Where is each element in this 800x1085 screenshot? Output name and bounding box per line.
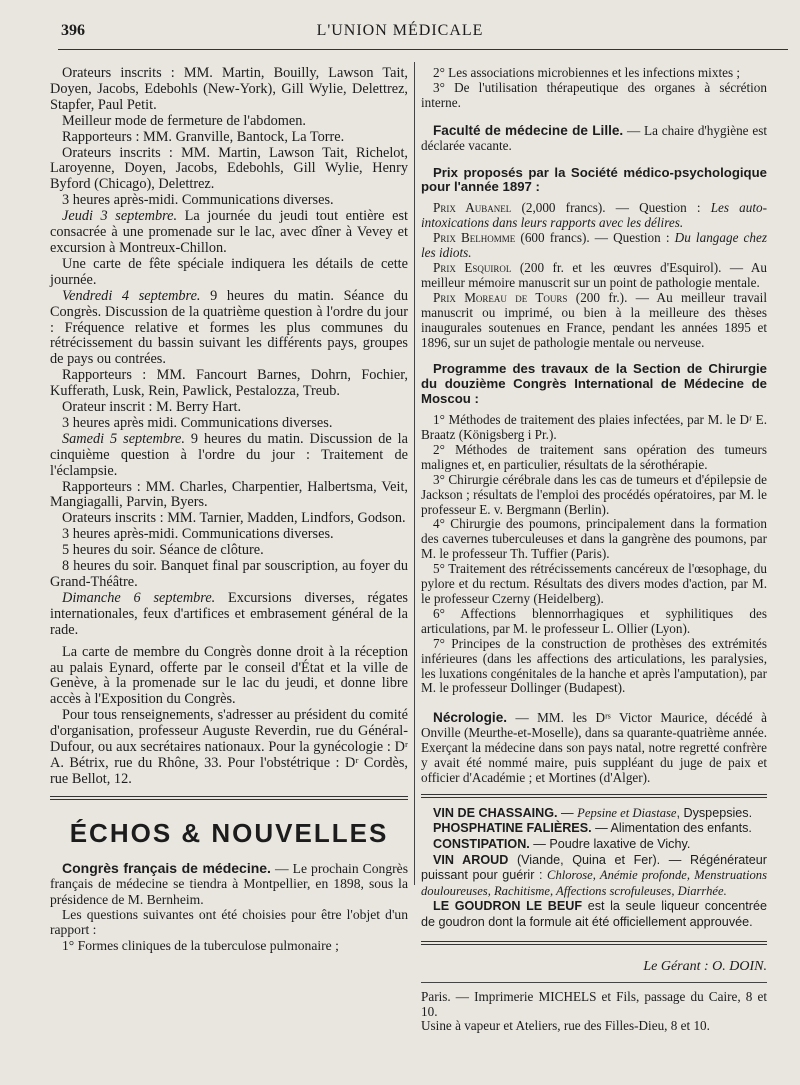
paragraph: Rapporteurs : MM. Charles, Charpentier, Halbertsma, Veit, Mangiagalli, Parvin, Byers. [50, 478, 408, 511]
paragraph: Vendredi 4 septembre. 9 heures du matin. Séance du Congrès. Discussion de la quatrième question à l'ordre du jour : Fréquence relative et formes les plus communes du rétrécissement du bassin suivant les différents pays, groupes de pays ou contrées. [50, 287, 408, 368]
list-item: 5° Traitement des rétrécissements cancéreux de l'œsophage, du pylore et du rectum. Résultats des divers modes d'action, par M. le professeur Czerny (Heidelberg). [421, 561, 767, 606]
paragraph: Jeudi 3 septembre. La journée du jeudi tout entière est consacrée à une promenade sur le lac, avec dîner à Vevey et excursion à Montreux-Chillon. [50, 208, 408, 256]
news-heading: Faculté de médecine de Lille. [433, 122, 624, 138]
ad-line: VIN AROUD (Viande, Quina et Fer). — Régénérateur puissant pour guérir : Chlorose, Anémie profonde, Menstruations douloureuses, Rachitisme, Affections scrofuleuses, Diarrhée. [421, 852, 767, 898]
section-rule [421, 794, 767, 798]
ad-line: PHOSPHATINE FALIÈRES. — Alimentation des enfants. [433, 821, 752, 836]
date-label: Samedi 5 septembre. [62, 430, 185, 447]
news-heading: Programme des travaux de la Section de Chirurgie du douzième Congrès International de Médecine de Moscou : [421, 361, 767, 407]
paragraph: Une carte de fête spéciale indiquera les détails de cette journée. [50, 255, 408, 288]
news-item: Nécrologie. — MM. les Dʳˢ Victor Maurice, décédé à Onville (Meurthe-et-Moselle), dans sa quarante-quatrième année. Exerçant la médecine dans son pays natal, notre regretté confrère y avait été nommé maire, puis suppléant du juge de paix et officier d'Académie ; et Mortines (d'Alger). [421, 710, 767, 785]
right-column [421, 66, 767, 1034]
paragraph: 8 heures du soir. Banquet final par souscription, au foyer du Grand-Théâtre. [50, 558, 408, 590]
gerant-signature: Le Gérant : O. DOIN. [643, 958, 767, 974]
prize-item: Prix Belhomme (600 francs). — Question : Du langage chez les idiots. [421, 230, 767, 261]
section-rule [421, 941, 767, 945]
paragraph: 3 heures après-midi. Communications diverses. [62, 192, 334, 209]
news-heading: Nécrologie. [433, 710, 508, 726]
date-label: Jeudi 3 septembre. [62, 208, 178, 225]
paragraph: La carte de membre du Congrès donne droit à la réception au palais Eynard, offerte par le conseil d'État et la ville de Genève, à la promenade sur le lac du jeudi, et donne libre accès à l'Exposition du Congrès. [50, 643, 408, 708]
list-item: 4° Chirurgie des poumons, principalement dans la formation des cavernes tuberculeuses et dans la gangrène des poumons, par M. le professeur Th. Tuffier (Paris). [421, 516, 767, 562]
running-head: L'UNION MÉDICALE [316, 22, 484, 39]
prize-item: Prix Moreau de Tours (200 fr.). — Au meilleur travail manuscrit ou imprimé, ou bien à la meilleure des thèses inaugurales soutenues en France, pendant les années 1895 et 1896, sur un sujet de pathologie mentale ou nerveuse. [421, 289, 767, 350]
paragraph: 3 heures après midi. Communications diverses. [62, 414, 333, 431]
paragraph: Meilleur mode de fermeture de l'abdomen. [62, 112, 306, 129]
header-rule [58, 49, 788, 50]
news-heading: Congrès français de médecine. [62, 859, 271, 876]
news-item: Congrès français de médecine. — Le prochain Congrès français de médecine se tiendra à Montpellier, en 1898, sous la présidence de M. Bernheim. [50, 859, 408, 907]
list-item: 2° Les associations microbiennes et les infections mixtes ; [433, 65, 741, 80]
paragraph: Orateurs inscrits : MM. Martin, Lawson Tait, Richelot, Laroyenne, Doyen, Jacobs, Edebohls, Gill Wylie, Henry Byford (Chicago), Delettrez. [50, 144, 408, 193]
list-item: 7° Principes de la construction de prothèses des extrémités inférieures (dans les affections des articulations, les paralysies, les luxations congénitales de la hanche et après l'amputation), par M. le professeur Dollinger (Budapest). [421, 635, 767, 696]
paragraph: Pour tous renseignements, s'adresser au président du comité d'organisation, professeur Auguste Reverdin, rue du Général-Dufour, ou aux secrétaires nationaux. Pour la gynécologie : Dʳ A. Bétrix, rue du Rhône, 33. Pour l'obstétrique : Dʳ Cordès, rue Bellot, 12. [50, 707, 408, 787]
news-heading: Prix proposés par la Société médico-psychologique pour l'année 1897 : [421, 164, 767, 195]
date-label: Dimanche 6 septembre. [62, 589, 216, 606]
paragraph: Orateurs inscrits : MM. Martin, Bouilly, Lawson Tait, Doyen, Jacobs, Edebohls (New-York), Gill Wylie, Delettrez, Stapfer, Paul Petit. [50, 65, 408, 113]
advertisements [421, 806, 767, 931]
section-title: ÉCHOS & NOUVELLES [69, 817, 389, 848]
paragraph: Les questions suivantes ont été choisies pour être l'objet d'un rapport : [50, 907, 408, 938]
paragraph: Rapporteurs : MM. Granville, Bantock, La Torre. [62, 128, 345, 145]
ad-line: LE GOUDRON LE BEUF est la seule liqueur concentrée de goudron dont la formule ait été officiellement approuvée. [421, 899, 767, 930]
section-rule [50, 796, 408, 800]
list-item: 3° De l'utilisation thérapeutique des organes à sécrétion interne. [421, 79, 767, 110]
printer-line: Usine à vapeur et Ateliers, rue des Filles-Dieu, 8 et 10. [421, 1018, 710, 1034]
prize-item: Prix Esquirol (200 fr. et les œuvres d'Esquirol). — Au meilleur mémoire manuscrit sur un point de pathologie mentale. [421, 259, 767, 290]
paragraph: Orateurs inscrits : MM. Tarnier, Madden, Lindfors, Godson. [62, 510, 406, 527]
paragraph: Samedi 5 septembre. 9 heures du matin. Discussion de la cinquième question à l'ordre du jour : Traitement de l'éclampsie. [50, 430, 409, 479]
page-number: 396 [61, 22, 85, 39]
left-column [50, 66, 408, 953]
list-item: 1° Méthodes de traitement des plaies infectées, par M. le Dʳ E. Braatz (Königsberg i Pr.). [421, 412, 767, 443]
list-item: 2° Méthodes de traitement sans opération des tumeurs malignes et, en particulier, résultats de la sérothérapie. [421, 441, 767, 472]
paragraph: Rapporteurs : MM. Fancourt Barnes, Dohrn, Fochier, Kufferath, Lusk, Rein, Pawlick, Pestalozza, Treub. [50, 367, 408, 400]
column-divider [414, 62, 415, 885]
ad-line: VIN DE CHASSAING. — Pepsine et Diastase, Dyspepsies. [433, 805, 753, 820]
date-label: Vendredi 4 septembre. [62, 287, 201, 304]
paragraph: 3 heures après-midi. Communications diverses. [62, 526, 334, 543]
printer-line: Paris. — Imprimerie MICHELS et Fils, passage du Caire, 8 et 10. [421, 988, 767, 1019]
paragraph: Dimanche 6 septembre. Excursions diverses, régates internationales, feux d'artifices et embrasement général de la rade. [50, 589, 408, 638]
list-item: 3° Chirurgie cérébrale dans les cas de tumeurs et d'épilepsie de Jackson ; résultats de l'emploi des procédés opératoires, par M. le professeur E. v. Bergmann (Berlin). [421, 471, 767, 517]
paragraph: Orateur inscrit : M. Berry Hart. [62, 399, 242, 416]
ad-line: CONSTIPATION. — Poudre laxative de Vichy. [433, 837, 691, 852]
footer-rule [421, 982, 767, 983]
list-item: 1° Formes cliniques de la tuberculose pulmonaire ; [62, 937, 339, 953]
list-item: 6° Affections blennorrhagiques et syphilitiques des articulations, par M. le professeur L. Ollier (Lyon). [421, 605, 767, 636]
prize-item: Prix Aubanel (2,000 francs). — Question : Les auto-intoxications dans leurs rapports avec les délires. [421, 200, 768, 231]
paragraph: 5 heures du soir. Séance de clôture. [62, 542, 264, 559]
news-item: Faculté de médecine de Lille. — La chaire d'hygiène est déclarée vacante. [421, 122, 768, 153]
